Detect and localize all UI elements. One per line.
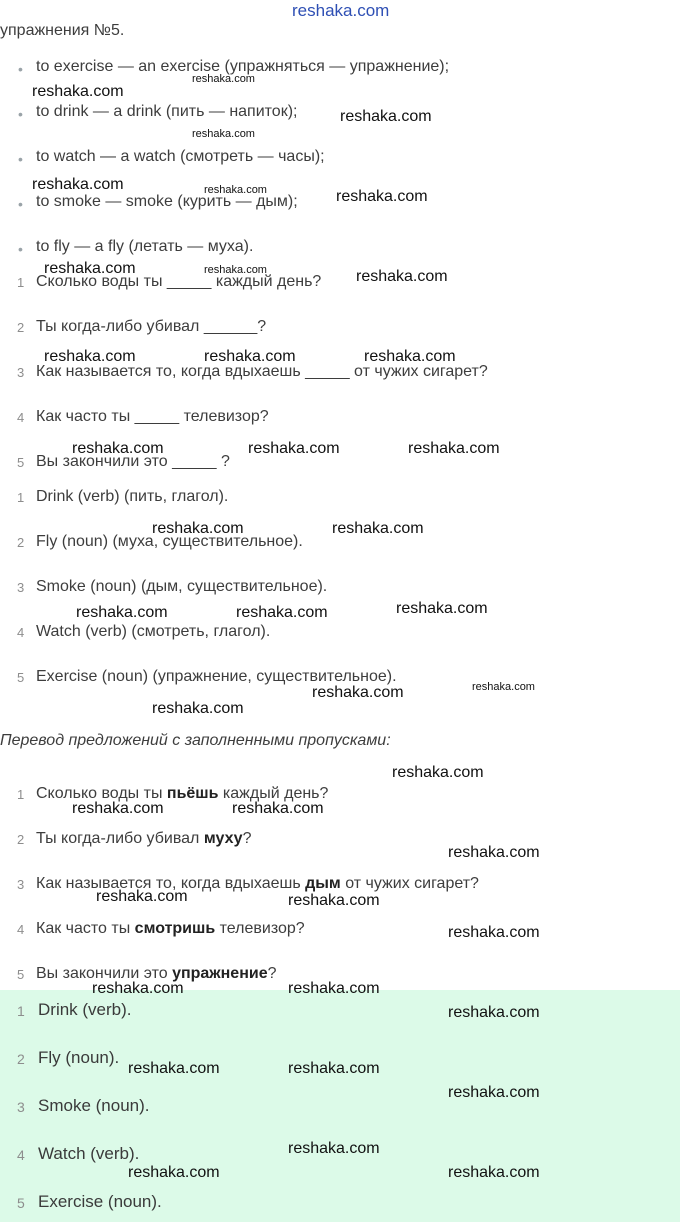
bullet-marker: •	[18, 196, 23, 212]
question-text: Ты когда-либо убивал ______?	[36, 318, 267, 335]
answer-text: Smoke (noun) (дым, существительное).	[36, 578, 328, 595]
watermark: reshaka.com	[408, 440, 500, 457]
watermark: reshaka.com	[128, 1164, 220, 1181]
question-text: Вы закончили это _____ ?	[36, 453, 230, 470]
translation-text: Ты когда-либо убивал	[36, 830, 204, 847]
answer-text: Exercise (noun) (упражнение, существительное).	[36, 668, 397, 685]
translation-number: 4	[17, 922, 25, 937]
final-answer-text: Smoke (noun).	[38, 1096, 150, 1115]
question-number: 3	[17, 365, 25, 380]
filled-word: муху	[203, 830, 243, 847]
answer-text: Fly (noun) (муха, существительное).	[36, 533, 303, 550]
final-answer-number: 5	[17, 1195, 25, 1211]
final-answer-number: 4	[17, 1147, 25, 1163]
watermark: reshaka.com	[356, 268, 448, 285]
watermark-small: reshaka.com	[472, 681, 535, 693]
answer-text: Watch (verb) (смотреть, глагол).	[36, 623, 271, 640]
watermark: reshaka.com	[288, 980, 380, 997]
question-text: Как называется то, когда вдыхаешь _____ от чужих сигарет?	[36, 363, 488, 380]
final-answer-number: 1	[17, 1003, 25, 1019]
final-answer-text: Fly (noun).	[38, 1048, 120, 1067]
final-answer-text: Drink (verb).	[38, 1000, 132, 1019]
filled-word: пьёшь	[166, 785, 219, 802]
bullet-marker: •	[18, 106, 23, 122]
translation-number: 1	[17, 787, 25, 802]
translation-text: ?	[242, 830, 252, 847]
watermark: reshaka.com	[336, 188, 428, 205]
watermark: reshaka.com	[448, 924, 540, 941]
question-number: 4	[17, 410, 25, 425]
translation-text: Вы закончили это	[36, 965, 173, 982]
translation-text: от чужих сигарет?	[340, 875, 479, 892]
watermark: reshaka.com	[44, 260, 136, 277]
question-number: 1	[17, 275, 25, 290]
question-number: 5	[17, 455, 25, 470]
watermark: reshaka.com	[340, 108, 432, 125]
answer-number: 3	[17, 580, 25, 595]
bullet-item: to fly — a fly (летать — муха).	[36, 238, 254, 255]
watermark: reshaka.com	[364, 348, 456, 365]
translation-text: каждый день?	[218, 785, 329, 802]
watermark: reshaka.com	[236, 604, 328, 621]
watermark: reshaka.com	[332, 520, 424, 537]
translation-text: Как называется то, когда вдыхаешь	[36, 875, 306, 892]
watermark: reshaka.com	[96, 888, 188, 905]
answer-number: 1	[17, 490, 25, 505]
watermark: reshaka.com	[392, 764, 484, 781]
question-text: Как часто ты _____ телевизор?	[36, 408, 269, 425]
watermark: reshaka.com	[288, 892, 380, 909]
translation-text: Сколько воды ты	[36, 785, 167, 802]
watermark: reshaka.com	[396, 600, 488, 617]
filled-word: упражнение	[172, 965, 268, 982]
filled-word: дым	[305, 875, 341, 892]
watermark: reshaka.com	[76, 604, 168, 621]
exercise-title: упражнения №5.	[0, 22, 125, 39]
final-answer-text: Exercise (noun).	[38, 1192, 162, 1211]
watermark: reshaka.com	[72, 440, 164, 457]
answer-text: Drink (verb) (пить, глагол).	[36, 488, 229, 505]
final-answer-text: Watch (verb).	[38, 1144, 140, 1163]
watermark: reshaka.com	[312, 684, 404, 701]
watermark: reshaka.com	[248, 440, 340, 457]
bullet-item: to watch — a watch (смотреть — часы);	[36, 148, 325, 165]
watermark: reshaka.com	[72, 800, 164, 817]
translation-text: Как часто ты	[36, 920, 135, 937]
watermark: reshaka.com	[448, 1004, 540, 1021]
watermark: reshaka.com	[288, 1060, 380, 1077]
translation-text: ?	[267, 965, 277, 982]
watermark: reshaka.com	[448, 1164, 540, 1181]
question-text: Сколько воды ты _____ каждый день?	[36, 273, 322, 290]
filled-word: смотришь	[134, 920, 216, 937]
answer-number: 4	[17, 625, 25, 640]
watermark: reshaka.com	[152, 520, 244, 537]
watermark: reshaka.com	[32, 176, 124, 193]
answer-number: 2	[17, 535, 25, 550]
watermark: reshaka.com	[92, 980, 184, 997]
watermark-small: reshaka.com	[192, 73, 255, 85]
watermark: reshaka.com	[32, 83, 124, 100]
bullet-marker: •	[18, 241, 23, 257]
watermark: reshaka.com	[128, 1060, 220, 1077]
translation-sentence	[36, 830, 251, 848]
translation-text: телевизор?	[215, 920, 305, 937]
bullet-marker: •	[18, 61, 23, 77]
watermark: reshaka.com	[232, 800, 324, 817]
bullet-item: to drink — a drink (пить — напиток);	[36, 103, 298, 120]
watermark-small: reshaka.com	[204, 264, 267, 276]
final-answer-number: 3	[17, 1099, 25, 1115]
watermark: reshaka.com	[204, 348, 296, 365]
watermark: reshaka.com	[448, 844, 540, 861]
translation-number: 2	[17, 832, 25, 847]
translation-sentence	[36, 920, 305, 938]
question-number: 2	[17, 320, 25, 335]
answer-number: 5	[17, 670, 25, 685]
translation-number: 3	[17, 877, 25, 892]
watermark: reshaka.com	[288, 1140, 380, 1157]
final-answer-number: 2	[17, 1051, 25, 1067]
watermark: reshaka.com	[448, 1084, 540, 1101]
bullet-marker: •	[18, 151, 23, 167]
bullet-item: to exercise — an exercise (упражняться — упражнение);	[36, 58, 450, 75]
watermark: reshaka.com	[152, 700, 244, 717]
translation-number: 5	[17, 967, 25, 982]
translation-heading: Перевод предложений с заполненными пропусками:	[0, 732, 391, 749]
bullet-item: to smoke — smoke (курить — дым);	[36, 193, 298, 210]
watermark-small: reshaka.com	[204, 184, 267, 196]
top-watermark: reshaka.com	[292, 1, 390, 20]
watermark: reshaka.com	[44, 348, 136, 365]
watermark-small: reshaka.com	[192, 128, 255, 140]
